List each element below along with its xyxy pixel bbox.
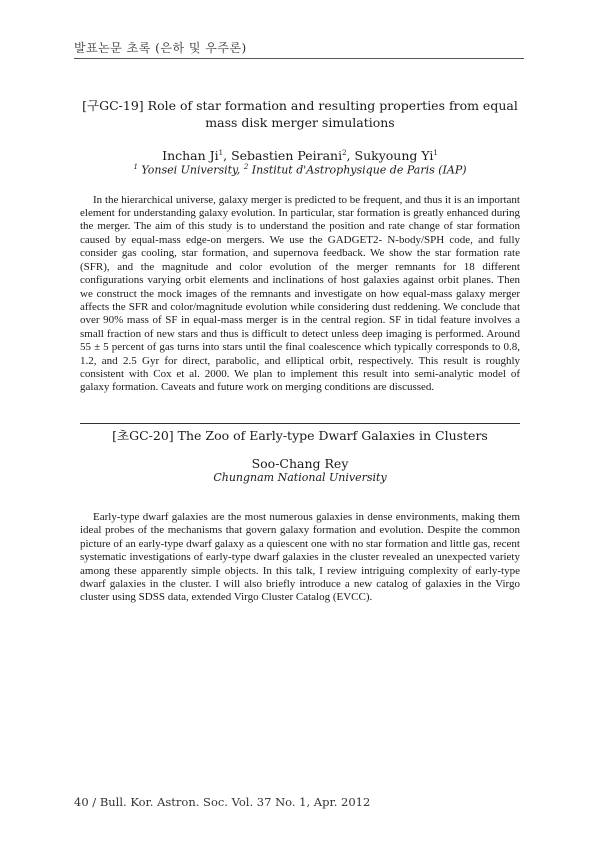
author-affil-mark: 1: [433, 148, 438, 157]
abstract-title: [80, 97, 520, 131]
affil-name: Yonsei University,: [137, 163, 244, 177]
abstract-title: [초GC-20] The Zoo of Early-type Dwarf Galaxies in Clusters: [112, 428, 488, 443]
author-affil-mark: 2: [342, 148, 347, 157]
author-name: Inchan Ji: [162, 148, 219, 163]
affiliation: Chungnam National University: [213, 471, 387, 484]
author-separator: ,: [223, 148, 232, 163]
title-line-2: mass disk merger simulations: [205, 115, 395, 130]
author-name: Sukyoung Yi: [354, 148, 434, 163]
affiliations: [80, 163, 520, 177]
page-footer: 40 / Bull. Kor. Astron. Soc. Vol. 37 No. 1, Apr. 2012: [74, 795, 371, 809]
header-rule: [74, 58, 524, 59]
author-list: [80, 148, 520, 163]
author-separator: ,: [346, 148, 355, 163]
author-name: Soo-Chang Rey: [251, 456, 349, 471]
title-line-1: [구GC-19] Role of star formation and resulting properties from equal: [82, 98, 518, 113]
abstract-gc19: [80, 97, 520, 395]
affil-mark: 1: [133, 163, 138, 171]
affil-name: Institut d'Astrophysique de Paris (IAP): [248, 163, 467, 177]
author-affil-mark: 1: [218, 148, 224, 157]
running-header: 발표논문 초록 (은하 및 우주론): [74, 41, 247, 55]
abstract-body: In the hierarchical universe, galaxy merger is predicted to be frequent, and thus it is an important element for understanding galaxy evolution. In particular, star formation is greatly enhanced during the merger. The aim of this study is to understand the position and rate change of star formation caused by equal-mass edge-on mergers. We use the GADGET2- N-body/SPH code, and fully consider gas cooling, star formation, and supernova feedback. We show the star formation rate (SFR), and the magnitude and color evolution of the merger remnants for 18 different configurations varying orbit elements and inclinations of host galaxies against orbit planes. Then we construct the mock images of the remnants and investigate on how equal-mass galaxy merger affects the SFR and color/magnitude evolution while considering dust reddening. We conclude that over 90% mass of SF in equal-mass merger is in the central region. SF in tidal feature involves a small fraction of new stars and thus is difficult to detect unless deep imaging is performed. Around 55 ± 5 percent of gas turns into stars until the final coalescence which typically corresponds to 0.8, 1.2, and 2.5 Gyr for direct, parabolic, and elliptical orbit, respectively. This result is roughly consistent with Cox et al. 2000. We plan to implement this result into semi-analytic model of galaxy formation. Caveats and future work on merging conditions are discussed.: [80, 193, 520, 394]
abstract-gc20: [80, 427, 520, 605]
section-divider: [80, 423, 520, 424]
author-name: Sebastien Peirani: [231, 148, 343, 163]
affil-mark: 2: [243, 163, 249, 171]
abstract-body: Early-type dwarf galaxies are the most numerous galaxies in dense environments, making them ideal probes of the mechanisms that govern galaxy formation and evolution. Despite the common picture of an early-type dwarf galaxy as a quiescent one with no star formation and little gas, recent systematic investigations of early-type dwarf galaxies in the cluster revealed an unexpected variety among these apparently simple objects. In this talk, I review intriguing complexity of early-type dwarf galaxies in the cluster. I will also briefly introduce a new catalog of galaxies in the Virgo cluster using SDSS data, extended Virgo Cluster Catalog (EVCC).: [80, 511, 520, 604]
